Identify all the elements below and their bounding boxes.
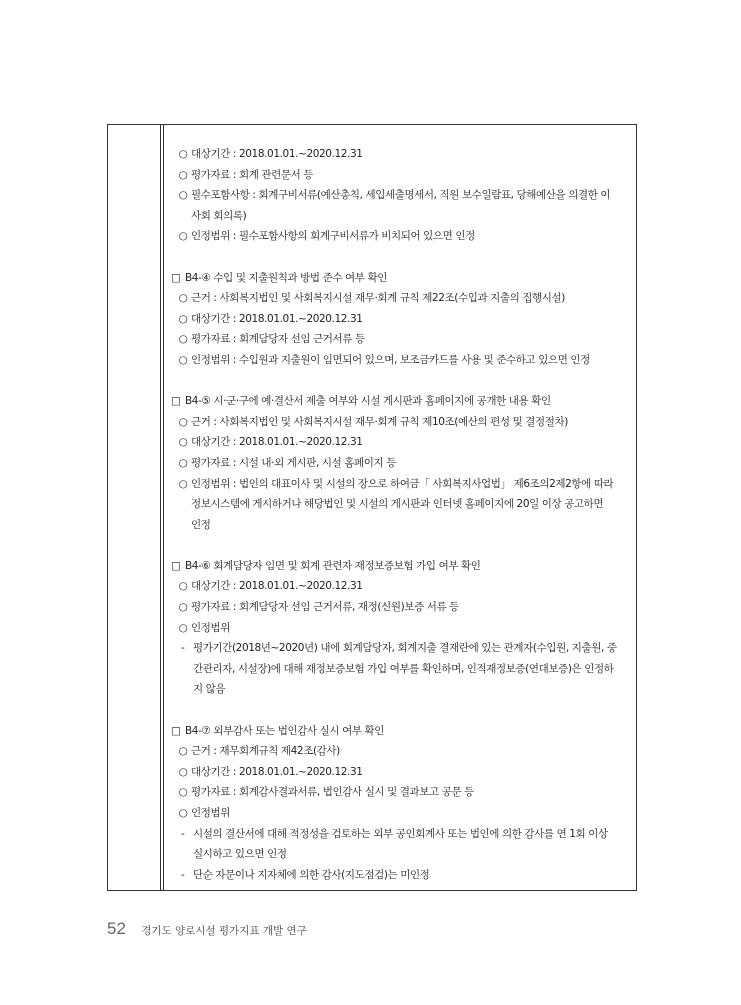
section-heading	[171, 391, 631, 412]
dash-bullet-icon: -	[181, 827, 185, 840]
circle-bullet-icon: ○	[178, 765, 188, 778]
section-gap	[171, 247, 631, 268]
square-bullet-icon: □	[171, 559, 181, 572]
document-line	[171, 288, 631, 309]
document-line	[171, 412, 631, 433]
line-text: 대상기간 : 2018.01.01.~2020.12.31	[191, 436, 363, 449]
line-text: B4-⑦ 외부감사 또는 법인감사 실시 여부 확인	[185, 724, 384, 737]
document-line	[171, 762, 631, 783]
document-line	[171, 679, 631, 700]
line-text: 평가자료 : 회계담당자 선임 근거서류, 재정(신원)보증 서류 등	[191, 601, 459, 614]
document-line	[171, 865, 631, 886]
circle-bullet-icon: ○	[178, 807, 188, 819]
section-gap	[171, 371, 631, 392]
column-divider	[160, 125, 161, 890]
line-text: 단순 자문이나 지자체에 의한 감사(지도점검)는 미인정	[193, 868, 430, 881]
document-line	[171, 474, 631, 495]
circle-bullet-icon: ○	[178, 621, 188, 634]
circle-bullet-icon: ○	[178, 456, 188, 469]
line-text: 사회 회의록)	[191, 209, 247, 222]
circle-bullet-icon: ○	[178, 353, 188, 366]
document-line	[171, 782, 631, 803]
line-text: 인정범위 : 필수포함사항의 회계구비서류가 비치되어 있으면 인정	[191, 230, 475, 243]
circle-bullet-icon: ○	[178, 292, 188, 305]
section-heading	[171, 721, 631, 742]
column-divider-double	[163, 125, 164, 890]
document-line	[171, 803, 631, 824]
circle-bullet-icon: ○	[178, 148, 188, 160]
line-text: 근거 : 사회복지법인 및 사회복지시설 재무·회계 규칙 제22조(수입과 지출의 집행시설)	[191, 292, 565, 305]
dash-bullet-icon: -	[181, 642, 185, 655]
document-line	[171, 144, 631, 165]
line-text: 근거 : 사회복지법인 및 사회복지시설 재무·회계 규칙 제10조(예산의 편성 및 결정절차)	[191, 415, 568, 428]
line-text: 대상기간 : 2018.01.01.~2020.12.31	[191, 580, 363, 593]
line-text: 실시하고 있으면 인정	[193, 848, 287, 861]
page-number: 52	[107, 919, 126, 938]
document-line	[171, 350, 631, 371]
circle-bullet-icon: ○	[178, 601, 188, 614]
document-line	[171, 453, 631, 474]
square-bullet-icon: □	[171, 724, 181, 737]
circle-bullet-icon: ○	[178, 312, 188, 325]
document-line	[171, 226, 631, 247]
document-line	[171, 494, 631, 515]
line-text: 평가자료 : 회계감사결과서류, 법인감사 실시 및 결과보고 공문 등	[191, 786, 474, 799]
square-bullet-icon: □	[171, 271, 181, 284]
line-text: B4-④ 수입 및 지출원칙과 방법 준수 여부 확인	[185, 271, 387, 284]
line-text: 인정범위 : 법인의 대표이사 및 시설의 장으로 하여금「 사회복지사업법」 제6조의2제2항에 따라	[191, 477, 614, 490]
circle-bullet-icon: ○	[178, 189, 188, 202]
line-text: 대상기간 : 2018.01.01.~2020.12.31	[191, 312, 363, 325]
line-text: 인정범위	[191, 621, 230, 634]
document-line	[171, 329, 631, 350]
document-line	[171, 432, 631, 453]
square-bullet-icon: □	[171, 395, 181, 408]
line-text: 정보시스템에 게시하거나 해당법인 및 시설의 게시판과 인터넷 홈페이지에 20일 이상 공고하면	[191, 498, 604, 511]
dash-bullet-icon: -	[181, 868, 185, 881]
line-text: 평가자료 : 회계 관련문서 등	[191, 168, 314, 181]
document-line	[171, 597, 631, 618]
circle-bullet-icon: ○	[178, 168, 188, 181]
line-text: 대상기간 : 2018.01.01.~2020.12.31	[191, 765, 363, 778]
line-text: 간관리자, 시설장)에 대해 재정보증보험 가입 여부를 확인하며, 인적재정보증(연대보증)은 인정하	[193, 662, 614, 675]
document-line	[171, 638, 631, 659]
document-line	[171, 309, 631, 330]
document-line	[171, 515, 631, 536]
line-text: 시설의 결산서에 대해 적정성을 검토하는 외부 공인회계사 또는 법인에 의한 감사를 연 1회 이상	[193, 827, 608, 840]
circle-bullet-icon: ○	[178, 745, 188, 758]
circle-bullet-icon: ○	[178, 580, 188, 593]
page-footer	[107, 919, 307, 939]
section-heading	[171, 268, 631, 289]
document-line	[171, 206, 631, 227]
document-line	[171, 741, 631, 762]
document-line	[171, 576, 631, 597]
line-text: 평가자료 : 시설 내·외 게시판, 시설 홈페이지 등	[191, 456, 396, 469]
document-line	[171, 618, 631, 639]
section-gap	[171, 700, 631, 721]
section-heading	[171, 556, 631, 577]
document-body	[171, 144, 631, 885]
circle-bullet-icon: ○	[178, 415, 188, 428]
line-text: 평가자료 : 회계담당자 선임 근거서류 등	[191, 333, 365, 346]
line-text: 지 않음	[193, 683, 226, 696]
document-line	[171, 165, 631, 186]
line-text: B4-⑤ 시·군·구에 예·결산서 제출 여부와 시설 게시판과 홈페이지에 공개한 내용 확인	[185, 395, 551, 408]
circle-bullet-icon: ○	[178, 477, 188, 490]
line-text: 평가기간(2018년~2020년) 내에 회계담당자, 회계지출 결재란에 있는 관계자(수입원, 지출원, 중	[193, 642, 617, 655]
line-text: 인정범위	[191, 807, 230, 819]
document-line	[171, 844, 631, 865]
circle-bullet-icon: ○	[178, 230, 188, 243]
document-line	[171, 185, 631, 206]
document-line	[171, 659, 631, 680]
footer-title: 경기도 양로시설 평가지표 개발 연구	[141, 925, 307, 937]
line-text: B4-⑥ 회계담당자 임면 및 회계 관련자 재정보증보험 가입 여부 확인	[185, 559, 481, 572]
circle-bullet-icon: ○	[178, 333, 188, 346]
line-text: 필수포함사항 : 회계구비서류(예산총칙, 세입세출명세서, 직원 보수일람표, 당해예산을 의결한 이	[191, 189, 611, 202]
line-text: 대상기간 : 2018.01.01.~2020.12.31	[191, 148, 363, 160]
line-text: 인정	[191, 518, 211, 531]
circle-bullet-icon: ○	[178, 786, 188, 799]
circle-bullet-icon: ○	[178, 436, 188, 449]
line-text: 근거 : 재무회계규칙 제42조(감사)	[191, 745, 340, 758]
line-text: 인정범위 : 수입원과 지출원이 임면되어 있으며, 보조금카드를 사용 및 준수하고 있으면 인정	[191, 353, 590, 366]
section-gap	[171, 535, 631, 556]
document-line	[171, 824, 631, 845]
